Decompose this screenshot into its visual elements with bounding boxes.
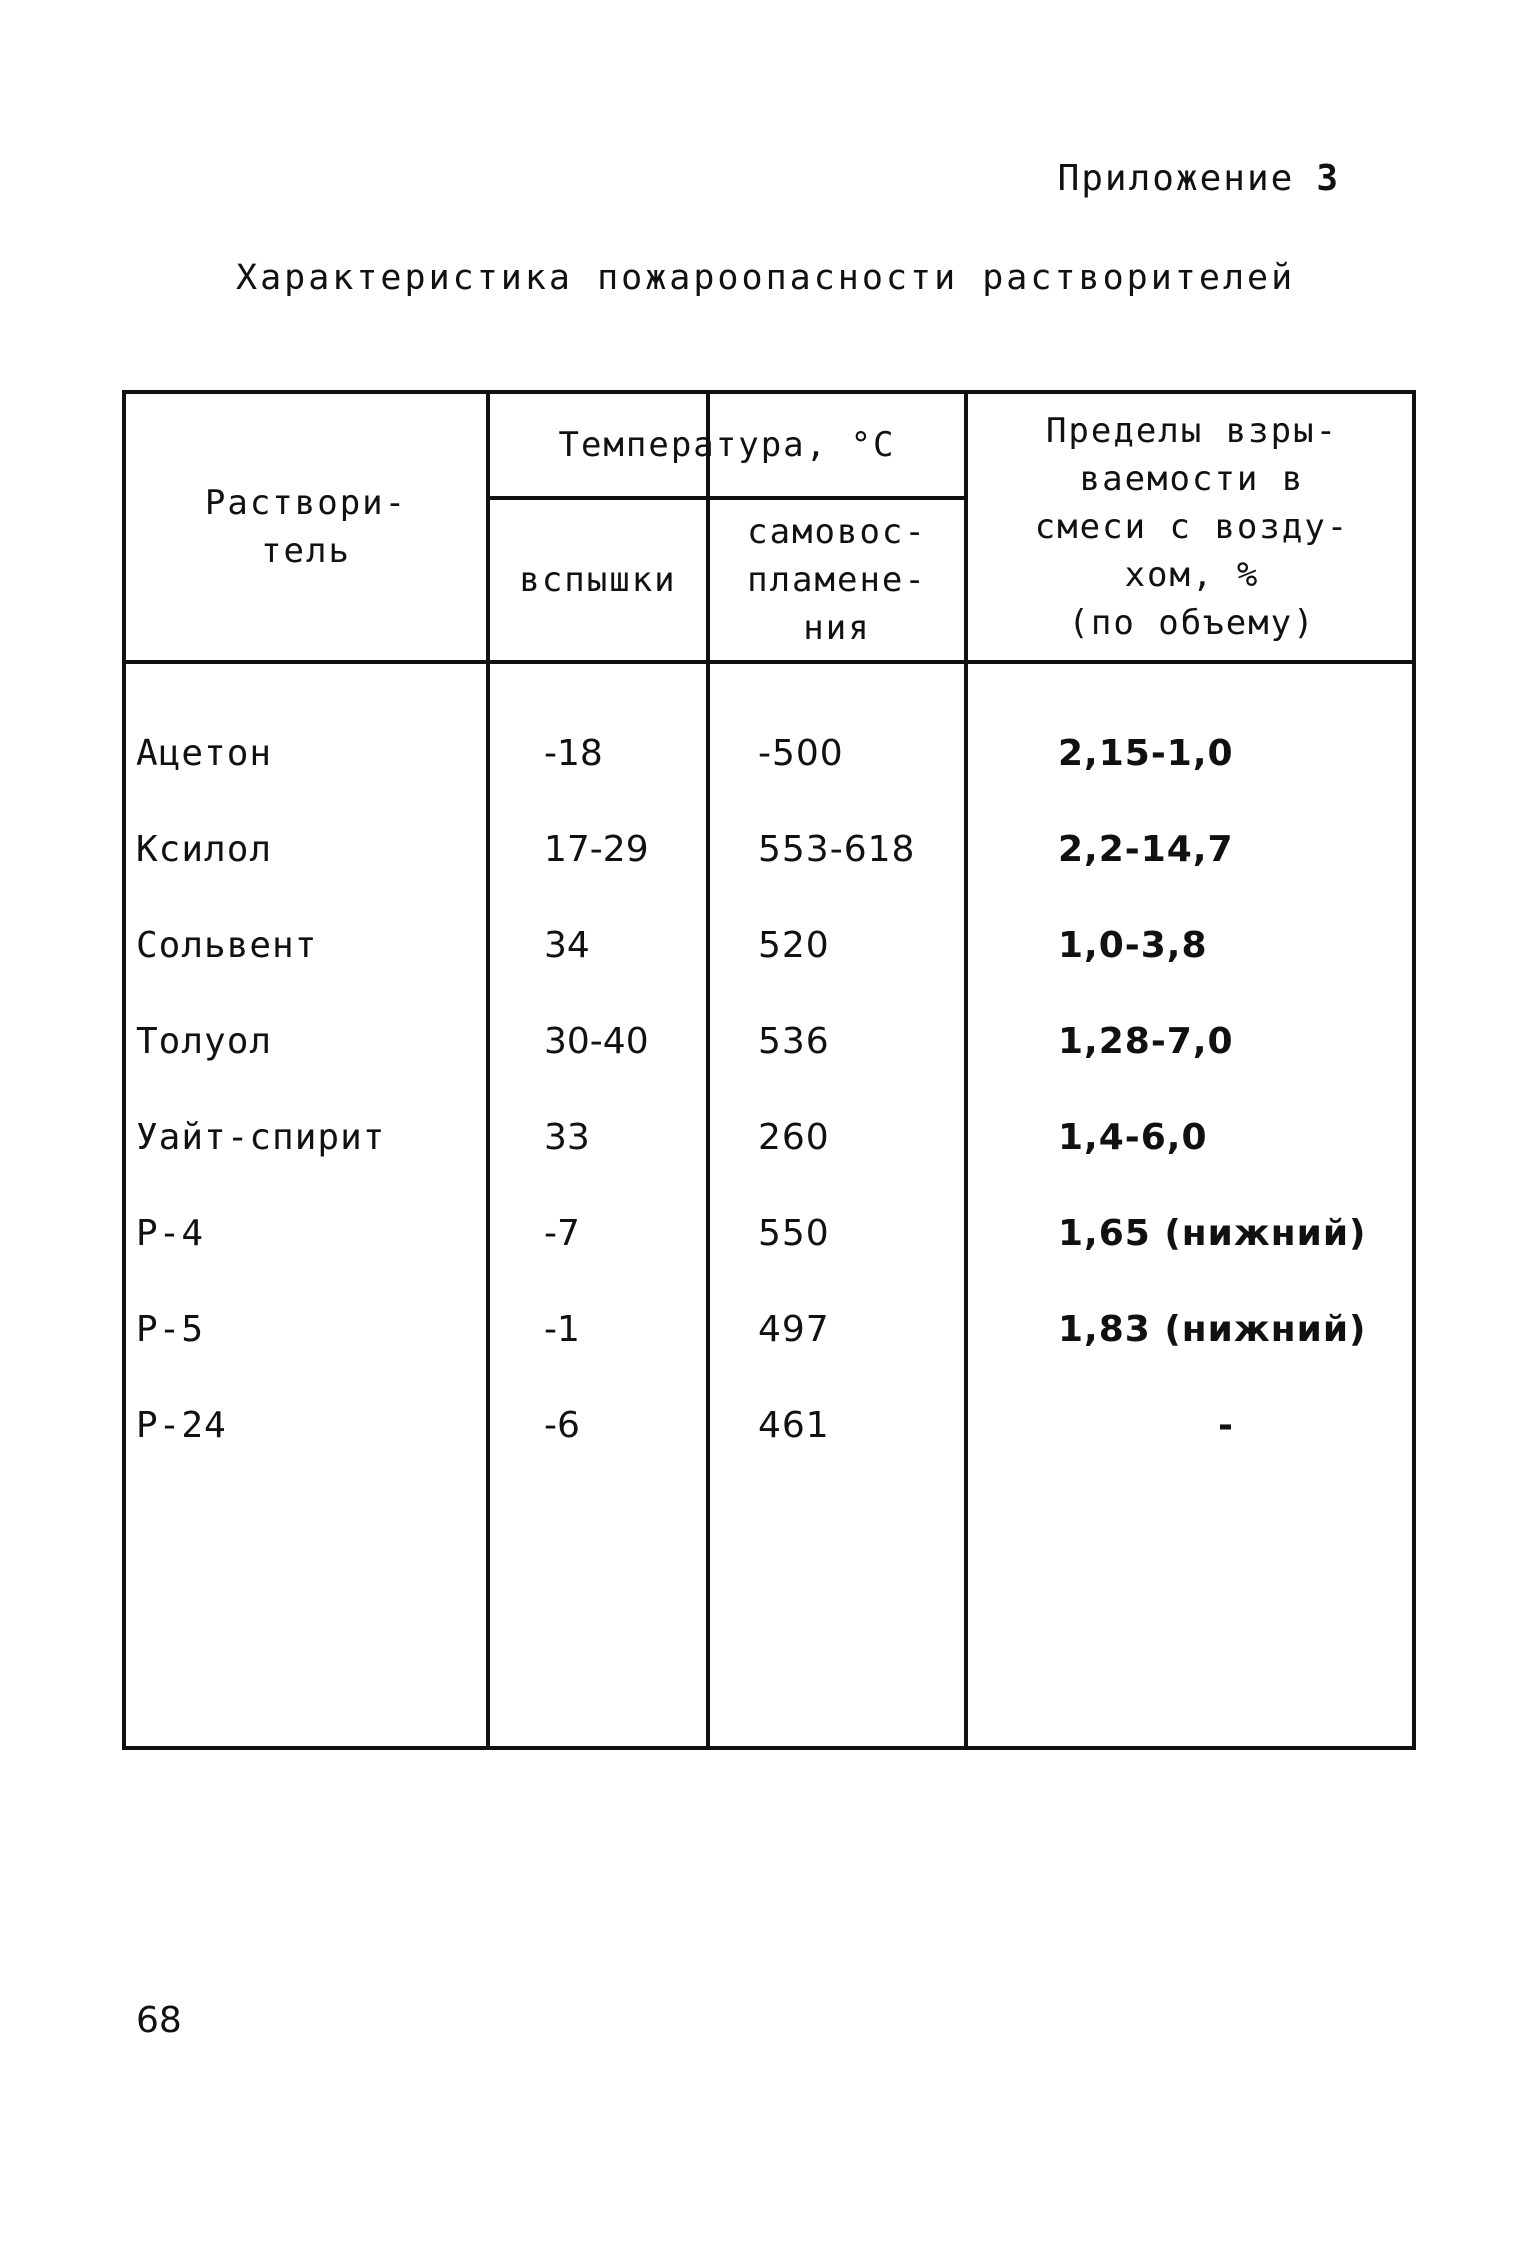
solvent-name: Уайт-спирит bbox=[136, 1117, 386, 1158]
flash-point-value: -7 bbox=[544, 1213, 580, 1254]
flash-point-value: 30-40 bbox=[544, 1021, 649, 1062]
autoignition-value: 260 bbox=[758, 1117, 830, 1158]
flash-point-value: -6 bbox=[544, 1405, 580, 1446]
page-number: 68 bbox=[136, 2000, 182, 2041]
autoignition-value: 553-618 bbox=[758, 829, 916, 870]
table-row bbox=[126, 1300, 1412, 1396]
flash-point-value: 34 bbox=[544, 925, 590, 966]
solvent-name: Толуол bbox=[136, 1021, 273, 1062]
page-title: Характеристика пожароопасности растворителей bbox=[236, 258, 1296, 298]
explosion-limits-value: 2,2-14,7 bbox=[1058, 829, 1234, 870]
table-row bbox=[126, 916, 1412, 1012]
autoignition-value: 536 bbox=[758, 1021, 830, 1062]
table-row bbox=[126, 1108, 1412, 1204]
autoignition-value: 497 bbox=[758, 1309, 830, 1350]
solvent-name: Р-5 bbox=[136, 1309, 205, 1350]
autoignition-value: 520 bbox=[758, 925, 830, 966]
header-flash-point: вспышки bbox=[519, 560, 677, 600]
solvent-name: Р-4 bbox=[136, 1213, 205, 1254]
appendix-label bbox=[1058, 158, 1340, 199]
autoignition-value: 550 bbox=[758, 1213, 830, 1254]
explosion-limits-value: 1,83 (нижний) bbox=[1058, 1309, 1367, 1350]
flash-point-value: 17-29 bbox=[544, 829, 649, 870]
header-autoignition: самовос- пламене- ния bbox=[747, 512, 927, 648]
explosion-limits-value: 1,65 (нижний) bbox=[1058, 1213, 1367, 1254]
table-row bbox=[126, 1204, 1412, 1300]
flash-point-value: -1 bbox=[544, 1309, 580, 1350]
appendix-label-text: Приложение bbox=[1057, 158, 1295, 199]
autoignition-value: -500 bbox=[758, 733, 844, 774]
header-solvent: Раствори- тель bbox=[204, 483, 408, 571]
header-temperature: Температура, °C bbox=[558, 425, 896, 465]
solvent-name: Сольвент bbox=[136, 925, 318, 966]
flash-point-value: 33 bbox=[544, 1117, 590, 1158]
explosion-limits-value: 1,4-6,0 bbox=[1058, 1117, 1208, 1158]
explosion-limits-value: 2,15-1,0 bbox=[1058, 733, 1234, 774]
explosion-limits-value: 1,0-3,8 bbox=[1058, 925, 1208, 966]
solvent-table bbox=[122, 390, 1416, 1750]
appendix-number: 3 bbox=[1316, 158, 1340, 199]
table-row bbox=[126, 1012, 1412, 1108]
solvent-name: Ксилол bbox=[136, 829, 273, 870]
solvent-name: Р-24 bbox=[136, 1405, 227, 1446]
solvent-name: Ацетон bbox=[136, 733, 273, 774]
table-row bbox=[126, 820, 1412, 916]
explosion-limits-value: - bbox=[1218, 1405, 1234, 1446]
explosion-limits-value: 1,28-7,0 bbox=[1058, 1021, 1234, 1062]
table-row bbox=[126, 724, 1412, 820]
table-row bbox=[126, 1396, 1412, 1492]
autoignition-value: 461 bbox=[758, 1405, 830, 1446]
flash-point-value: -18 bbox=[544, 733, 603, 774]
header-explosion-limits: Пределы взры- ваемости в смеси с возду- хом, % (по объему) bbox=[1034, 411, 1350, 643]
header-bottom-rule bbox=[126, 660, 1412, 664]
